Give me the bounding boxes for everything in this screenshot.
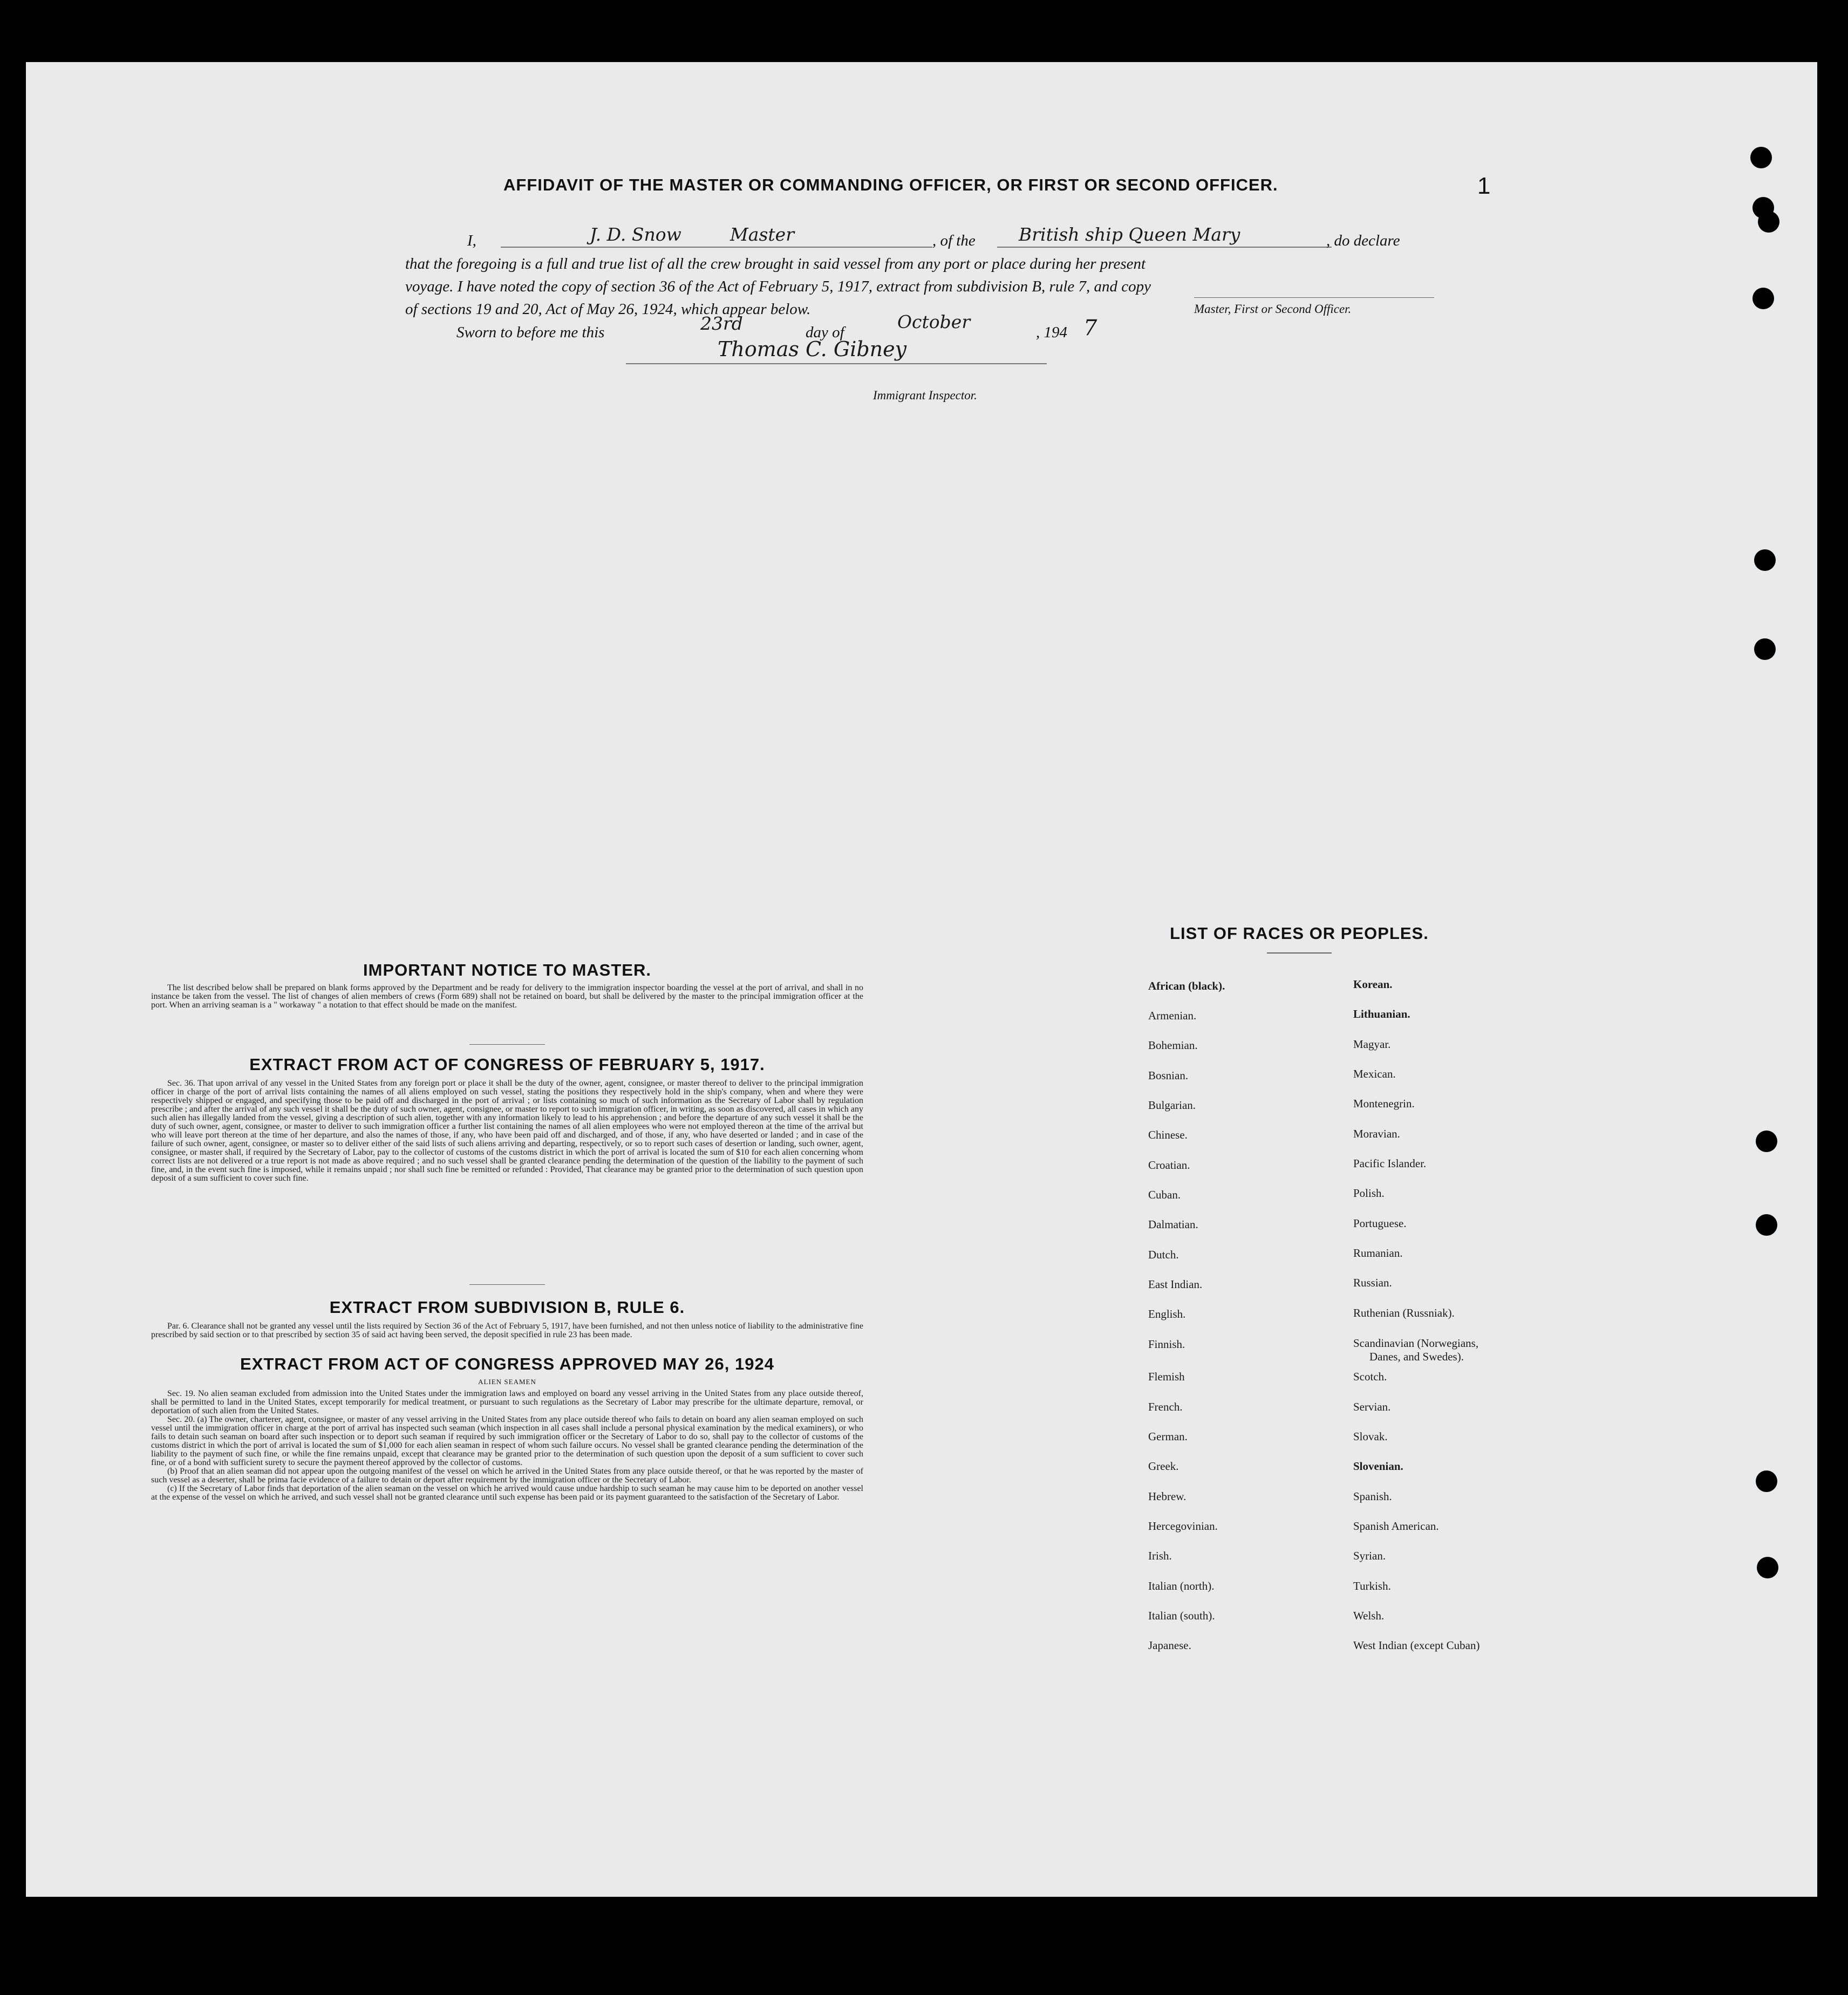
rank-handwritten: Master bbox=[730, 224, 794, 245]
race-item: Welsh. bbox=[1353, 1609, 1385, 1622]
affidavit-title: AFFIDAVIT OF THE MASTER OR COMMANDING OFFICER, OR FIRST OR SECOND OFFICER. bbox=[503, 175, 1278, 194]
race-item: Italian (north). bbox=[1148, 1579, 1215, 1592]
inspector-signature-handwritten: Thomas C. Gibney bbox=[718, 337, 907, 361]
race-item: French. bbox=[1148, 1400, 1183, 1413]
document-page bbox=[26, 62, 1817, 1897]
race-item: African (black). bbox=[1148, 979, 1225, 992]
race-item: Hebrew. bbox=[1148, 1490, 1186, 1503]
alien-seamen-subtitle: ALIEN SEAMEN bbox=[478, 1378, 536, 1386]
punch-hole bbox=[1756, 1214, 1777, 1236]
race-item: Japanese. bbox=[1148, 1639, 1191, 1652]
notice-text: The list described below shall be prepared on blank forms approved by the Department and be ready for delivery to the immigration inspector boarding the vessel at the port of arrival, and shall in no instance be taken from the vessel. The list of changes of alien members of crews (Form 689) shall not be retained on board, but shall be delivered by the master to the principal immigration officer at the port. When an arriving seaman is a " workaway " a notation to that effect should be made on the manifest. bbox=[151, 983, 863, 1010]
day-of-text: day of bbox=[806, 324, 844, 341]
section-36-text: Sec. 36. That upon arrival of any vessel in the United States from any foreign port or place it shall be the duty of the owner, agent, consignee, or master thereof to deliver to the principal immigration officer in charge of the port of arrival lists containing the names of all aliens employed on such vessel, stating the positions they respectively hold in the ship's company, when and where they were respectively shipped or engaged, and specifying those to be paid off and discharged in the port of arrival ; or lists containing so much of such information as the Secretary of Labor shall by regulation prescribe ; and after the arrival of any such vessel it shall be the duty of such owner, agent, consignee, or master to report to such immigration officer, in writing, as soon as discovered, all cases in which any such alien has illegally landed from the vessel, giving a description of such alien, together with any information likely to lead to his apprehension ; and before the departure of any such vessel it shall be the duty of such owner, agent, consignee, or master to deliver to such immigration officer a further list containing the names of all alien employees who were not employed thereon at the time of the arrival but who will leave port thereon at the time of her departure, and also the names of those, if any, who have been paid off and discharged, and of those, if any, who have deserted or landed ; and in case of the failure of such owner, agent, consignee, or master so to deliver either of the said lists of such aliens arriving and departing, respectively, or so to report such cases of desertion or landing, such owner, agent, consignee, or master shall, if required by the Secretary of Labor, pay to the collector of customs of the customs district in which the port of arrival is located the sum of $10 for each alien concerning whom correct lists are not delivered or a true report is not made as above required ; and no such vessel shall be granted clearance pending the determination of the question of the liability to the payment of such fine, and, in the event such fine is imposed, while it remains unpaid ; nor shall such fine be remitted or refunded : Provided, That clearance may be granted prior to the determination of such question upon deposit of a sum sufficient to cover such fine. bbox=[151, 1079, 863, 1183]
extract-1917-title: EXTRACT FROM ACT OF CONGRESS OF FEBRUARY 5, 1917. bbox=[249, 1055, 765, 1074]
subdivision-b-title: EXTRACT FROM SUBDIVISION B, RULE 6. bbox=[329, 1298, 685, 1317]
punch-hole bbox=[1757, 1557, 1778, 1578]
punch-hole bbox=[1756, 1470, 1777, 1492]
race-item: Magyar. bbox=[1353, 1038, 1391, 1051]
sec-20a-text: Sec. 20. (a) The owner, charterer, agent, consignee, or master of any vessel arriving in the United States from any place outside thereof who fails to detain on board any alien seaman employed on such vessel until the immigration officer in charge at the port of arrival has inspected such seaman (which inspection in all cases shall include a personal physical examination by the medical examiners), or who fails to detain such seaman on board after such inspection or to deport such seaman if required by such immigration officer or the Secretary of Labor to do so, shall pay to the collector of customs of the customs district in which the port of arrival is located the sum of $1,000 for each alien seaman in respect of whom such failure occurs. No vessel shall be granted clearance pending the determination of the liability to the payment of such fine, or while the fine remains unpaid, except that clearance may be granted prior to the determination of such question upon the deposit of a sum sufficient to cover such fine, or of a bond with sufficient surety to secure the payment thereof approved by the collector of customs. bbox=[151, 1415, 863, 1467]
race-item: Italian (south). bbox=[1148, 1609, 1215, 1622]
declaration-line-1 bbox=[467, 232, 476, 250]
race-item: Croatian. bbox=[1148, 1159, 1190, 1172]
extract-1917-body bbox=[151, 1079, 863, 1183]
race-item: Scotch. bbox=[1353, 1370, 1387, 1383]
race-item: Moravian. bbox=[1353, 1127, 1400, 1140]
sworn-text: Sworn to before me this bbox=[456, 324, 605, 341]
race-item: Dutch. bbox=[1148, 1248, 1179, 1261]
punch-hole bbox=[1752, 288, 1774, 309]
page-number: 1 bbox=[1477, 173, 1491, 199]
divider bbox=[469, 1044, 545, 1045]
subdivision-b-body bbox=[151, 1322, 863, 1339]
races-title: LIST OF RACES OR PEOPLES. bbox=[1170, 924, 1429, 943]
race-item: East Indian. bbox=[1148, 1278, 1203, 1291]
month-handwritten: October bbox=[897, 311, 971, 332]
divider bbox=[469, 1284, 545, 1285]
race-item: Korean. bbox=[1353, 978, 1393, 991]
race-item: Slovak. bbox=[1353, 1430, 1388, 1443]
vessel-handwritten: British ship Queen Mary bbox=[1019, 224, 1240, 245]
race-item: Spanish American. bbox=[1353, 1520, 1439, 1533]
race-item: Danes, and Swedes). bbox=[1369, 1350, 1464, 1363]
race-item: Russian. bbox=[1353, 1276, 1392, 1289]
race-item: Scandinavian (Norwegians, bbox=[1353, 1337, 1479, 1350]
inspector-signature-field bbox=[626, 336, 1047, 364]
race-item: Portuguese. bbox=[1353, 1217, 1407, 1230]
master-label: Master, First or Second Officer. bbox=[1194, 302, 1352, 316]
par-6-text: Par. 6. Clearance shall not be granted any vessel until the lists required by Section 36 of the Act of February 5, 1917, have been furnished, and not then unless notice of liability to the administrative fine prescribed by said section or to that prescribed by section 35 of said act having been served, the deposit specified in rule 23 has been made. bbox=[151, 1322, 863, 1339]
sec-20b-text: (b) Proof that an alien seaman did not appear upon the outgoing manifest of the vessel on which he arrived in the United States from any place outside thereof, or that he was reported by the master of such vessel as a deserter, shall be prima facie evidence of a failure to detain or deport after requirement by the immigration officer or the Secretary of Labor. bbox=[151, 1467, 863, 1485]
punch-hole bbox=[1758, 211, 1779, 233]
year-handwritten: 7 bbox=[1083, 316, 1097, 341]
race-item: Bosnian. bbox=[1148, 1069, 1189, 1082]
race-item: English. bbox=[1148, 1308, 1186, 1320]
race-item: German. bbox=[1148, 1430, 1188, 1443]
day-handwritten: 23rd bbox=[700, 313, 743, 334]
declaration-line-2: that the foregoing is a full and true list of all the crew brought in said vessel from any port or place during her present bbox=[405, 255, 1146, 273]
notice-body bbox=[151, 984, 863, 1010]
race-item: Rumanian. bbox=[1353, 1247, 1403, 1259]
extract-1924-title: EXTRACT FROM ACT OF CONGRESS APPROVED MAY 26, 1924 bbox=[240, 1354, 774, 1373]
race-item: Armenian. bbox=[1148, 1009, 1197, 1022]
race-item: Servian. bbox=[1353, 1400, 1391, 1413]
race-item: Bohemian. bbox=[1148, 1039, 1198, 1052]
race-item: Ruthenian (Russniak). bbox=[1353, 1306, 1455, 1319]
race-item: Chinese. bbox=[1148, 1128, 1188, 1141]
race-item: Irish. bbox=[1148, 1549, 1172, 1562]
race-item: West Indian (except Cuban) bbox=[1353, 1639, 1480, 1652]
declaration-line-3: voyage. I have noted the copy of section 36 of the Act of February 5, 1917, extract from subdivision B, rule 7, and copy bbox=[405, 278, 1151, 295]
year-prefix: , 194 bbox=[1036, 324, 1067, 341]
declaration-line-4: of sections 19 and 20, Act of May 26, 1924, which appear below. bbox=[405, 301, 811, 318]
race-item: Spanish. bbox=[1353, 1490, 1392, 1503]
race-item: Bulgarian. bbox=[1148, 1099, 1196, 1112]
race-item: Dalmatian. bbox=[1148, 1218, 1198, 1231]
punch-hole bbox=[1750, 147, 1772, 168]
race-item: Turkish. bbox=[1353, 1579, 1391, 1592]
sec-19-text: Sec. 19. No alien seaman excluded from admission into the United States under the immigration laws and employed on board any vessel arriving in the United States from any place outside thereof, shall be permitted to land in the United States, except temporarily for medical treatment, or pursuant to such regulations as the Secretary of Labor may prescribe for the ultimate departure, removal, or deportation of such alien from the United States. bbox=[151, 1389, 863, 1415]
race-item: Slovenian. bbox=[1353, 1460, 1403, 1473]
divider bbox=[1267, 952, 1332, 954]
punch-hole bbox=[1754, 638, 1776, 660]
race-item: Lithuanian. bbox=[1353, 1007, 1410, 1020]
punch-hole bbox=[1754, 549, 1776, 571]
of-the-text: , of the bbox=[932, 232, 976, 249]
race-item: Montenegrin. bbox=[1353, 1097, 1415, 1110]
notice-title: IMPORTANT NOTICE TO MASTER. bbox=[363, 961, 651, 979]
do-declare-text: , do declare bbox=[1326, 232, 1400, 249]
extract-1924-body bbox=[151, 1390, 863, 1502]
punch-hole bbox=[1756, 1131, 1777, 1152]
race-item: Mexican. bbox=[1353, 1067, 1396, 1080]
race-item: Hercegovinian. bbox=[1148, 1520, 1218, 1533]
inspector-label: Immigrant Inspector. bbox=[873, 389, 977, 402]
race-item: Polish. bbox=[1353, 1187, 1385, 1200]
master-signature-line bbox=[1194, 297, 1434, 298]
race-item: Cuban. bbox=[1148, 1188, 1181, 1201]
master-name-field bbox=[501, 224, 932, 248]
race-item: Pacific Islander. bbox=[1353, 1157, 1427, 1170]
race-item: Flemish bbox=[1148, 1370, 1185, 1383]
declaration-prefix: I, bbox=[467, 232, 476, 249]
race-item: Finnish. bbox=[1148, 1338, 1185, 1351]
race-item: Syrian. bbox=[1353, 1549, 1386, 1562]
master-name-handwritten: J. D. Snow bbox=[590, 224, 681, 245]
sec-20c-text: (c) If the Secretary of Labor finds that deportation of the alien seaman on the vessel on which he arrived would cause undue hardship to such seaman he may cause him to be deported on another vessel at the expense of the vessel on which he arrived, and such vessel shall not be granted clearance until such expense has been paid or its payment guaranteed to the satisfaction of the Secretary of Labor. bbox=[151, 1484, 863, 1502]
vessel-field bbox=[997, 224, 1332, 248]
race-item: Greek. bbox=[1148, 1460, 1179, 1473]
